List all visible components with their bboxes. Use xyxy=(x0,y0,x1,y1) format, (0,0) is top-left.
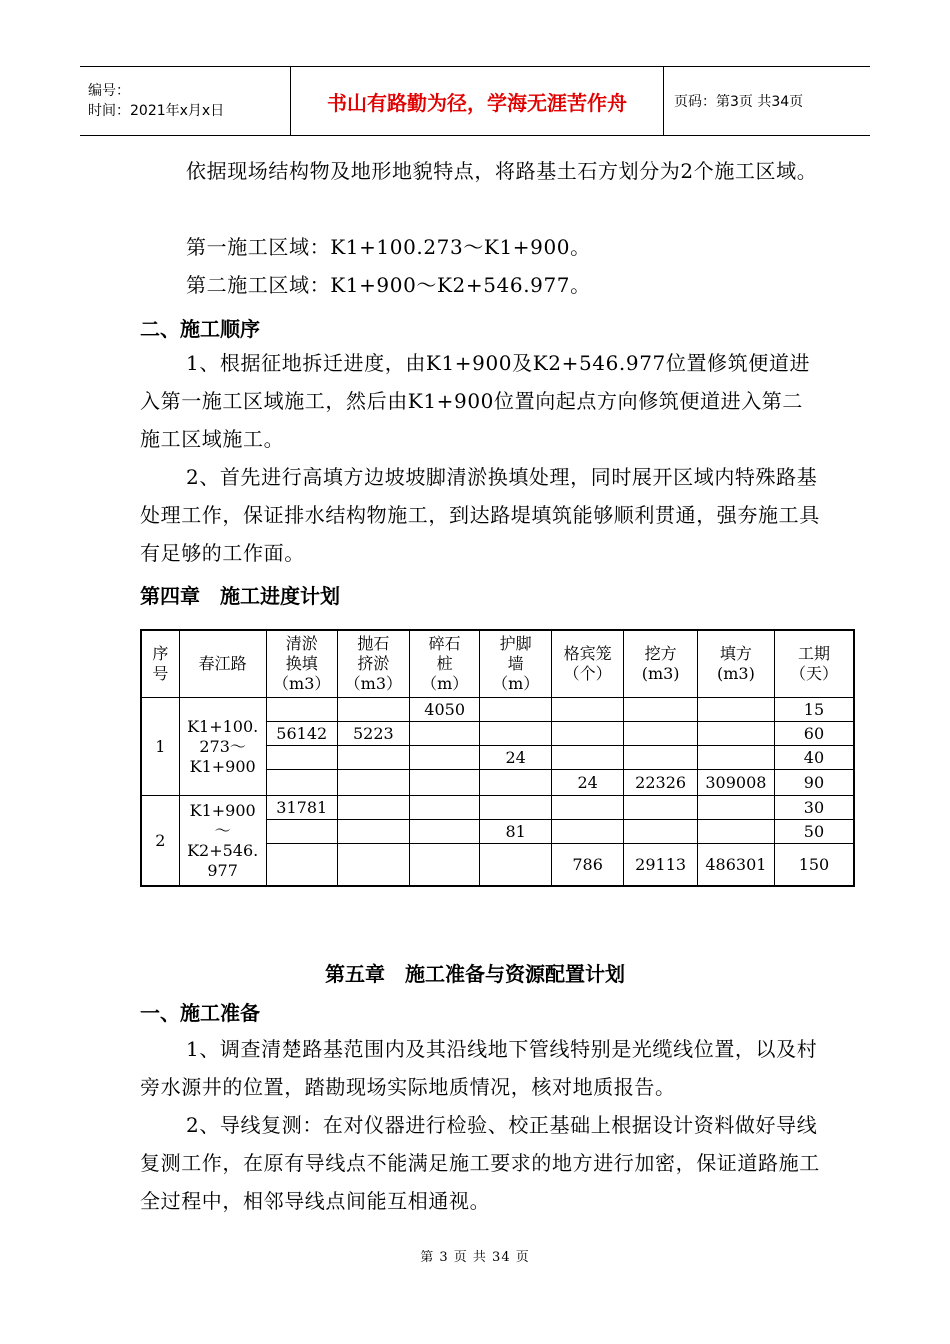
table-cell xyxy=(480,770,551,796)
page-header xyxy=(80,66,870,136)
header-info xyxy=(80,67,291,136)
table-cell xyxy=(266,770,337,796)
section-heading: 一、施工准备 xyxy=(140,1001,260,1025)
table-cell: 60 xyxy=(774,722,854,746)
table-cell xyxy=(551,698,623,722)
table-cell xyxy=(480,698,551,722)
table-cell-section: K1+900 ～ K2+546. 977 xyxy=(179,796,266,887)
table-header-cell: 春江路 xyxy=(179,630,266,698)
table-cell xyxy=(551,820,623,844)
table-cell xyxy=(697,796,774,820)
table-cell xyxy=(337,746,409,770)
table-header-cell: 碎石 桩 （m） xyxy=(409,630,480,698)
table-cell: 81 xyxy=(480,820,551,844)
table-header-cell: 抛石 挤淤 （m3） xyxy=(337,630,409,698)
table-header-cell: 工期 （天） xyxy=(774,630,854,698)
table-header-cell: 填方 (m3) xyxy=(697,630,774,698)
paragraph: 2、首先进行高填方边坡坡脚清淤换填处理，同时展开区域内特殊路基处理工作，保证排水结构物施工，到达路堤填筑能够顺利贯通，强夯施工具有足够的工作面。 xyxy=(140,465,820,565)
table-cell xyxy=(551,746,623,770)
table-cell xyxy=(697,746,774,770)
paragraph: 2、导线复测：在对仪器进行检验、校正基础上根据设计资料做好导线复测工作，在原有导线点不能满足施工要求的地方进行加密，保证道路施工全过程中，相邻导线点间能互相通视。 xyxy=(140,1113,820,1213)
table-cell xyxy=(337,698,409,722)
header-time: 时间：2021年x月x日 xyxy=(88,103,225,119)
table-header-cell: 挖方 (m3) xyxy=(624,630,698,698)
table-cell: 486301 xyxy=(697,844,774,887)
table-cell: 50 xyxy=(774,820,854,844)
table-cell: 24 xyxy=(480,746,551,770)
paragraph: 第一施工区域：K1+100.273～K1+900。 xyxy=(186,235,591,259)
table-cell xyxy=(624,746,698,770)
table-cell: 24 xyxy=(551,770,623,796)
page-footer: 第 3 页 共 34 页 xyxy=(420,1250,530,1265)
table-cell xyxy=(337,796,409,820)
table-cell xyxy=(266,820,337,844)
table-cell: 40 xyxy=(774,746,854,770)
paragraph: 第二施工区域：K1+900～K2+546.977。 xyxy=(186,273,591,297)
table-cell xyxy=(266,844,337,887)
table-cell xyxy=(337,820,409,844)
table-cell: 30 xyxy=(774,796,854,820)
header-page: 页码：第3页 共34页 xyxy=(664,67,871,136)
table-cell xyxy=(624,820,698,844)
table-cell xyxy=(337,844,409,887)
table-cell xyxy=(266,698,337,722)
table-cell xyxy=(409,722,480,746)
header-number: 编号： xyxy=(88,83,130,99)
table-header-cell: 序 号 xyxy=(141,630,179,698)
table-cell: 31781 xyxy=(266,796,337,820)
table-cell xyxy=(624,796,698,820)
paragraph: 1、调查清楚路基范围内及其沿线地下管线特别是光缆线位置，以及村旁水源井的位置，踏勘现场实际地质情况，核对地质报告。 xyxy=(140,1037,818,1099)
table-cell xyxy=(409,746,480,770)
table-cell xyxy=(409,770,480,796)
table-cell: 5223 xyxy=(337,722,409,746)
table-cell: 22326 xyxy=(624,770,698,796)
table-cell: 56142 xyxy=(266,722,337,746)
table-cell: 786 xyxy=(551,844,623,887)
table-cell: 15 xyxy=(774,698,854,722)
table-cell: 4050 xyxy=(409,698,480,722)
table-cell xyxy=(551,722,623,746)
table-header-cell: 格宾笼 （个） xyxy=(551,630,623,698)
table-cell xyxy=(409,820,480,844)
table-cell xyxy=(624,698,698,722)
schedule-table-body xyxy=(141,630,854,886)
table-cell xyxy=(409,844,480,887)
table-cell xyxy=(480,844,551,887)
table-row xyxy=(141,698,854,722)
table-cell: 90 xyxy=(774,770,854,796)
table-cell xyxy=(480,722,551,746)
table-cell xyxy=(337,770,409,796)
table-cell-section: K1+100. 273～ K1+900 xyxy=(179,698,266,796)
table-cell xyxy=(409,796,480,820)
table-header-row xyxy=(141,630,854,698)
table-cell xyxy=(697,722,774,746)
table-cell: 29113 xyxy=(624,844,698,887)
table-cell: 150 xyxy=(774,844,854,887)
table-cell: 309008 xyxy=(697,770,774,796)
table-cell xyxy=(697,820,774,844)
table-cell-no: 1 xyxy=(141,698,179,796)
table-cell xyxy=(624,722,698,746)
table-cell xyxy=(697,698,774,722)
table-cell-no: 2 xyxy=(141,796,179,887)
paragraph: 依据现场结构物及地形地貌特点，将路基土石方划分为2个施工区域。 xyxy=(186,159,818,183)
table-cell xyxy=(480,796,551,820)
table-cell xyxy=(551,796,623,820)
paragraph: 1、根据征地拆迁进度，由K1+900及K2+546.977位置修筑便道进入第一施工区域施工，然后由K1+900位置向起点方向修筑便道进入第二施工区域施工。 xyxy=(140,351,811,451)
table-header-cell: 护脚 墙 （m） xyxy=(480,630,551,698)
schedule-table xyxy=(140,629,855,887)
chapter-heading: 第五章 施工准备与资源配置计划 xyxy=(325,962,625,986)
table-row xyxy=(141,796,854,820)
chapter-heading: 第四章 施工进度计划 xyxy=(140,584,340,608)
table-header-cell: 清淤 换填 （m3） xyxy=(266,630,337,698)
header-motto: 书山有路勤为径，学海无涯苦作舟 xyxy=(291,67,664,136)
section-heading: 二、施工顺序 xyxy=(140,317,260,341)
table-cell xyxy=(266,746,337,770)
